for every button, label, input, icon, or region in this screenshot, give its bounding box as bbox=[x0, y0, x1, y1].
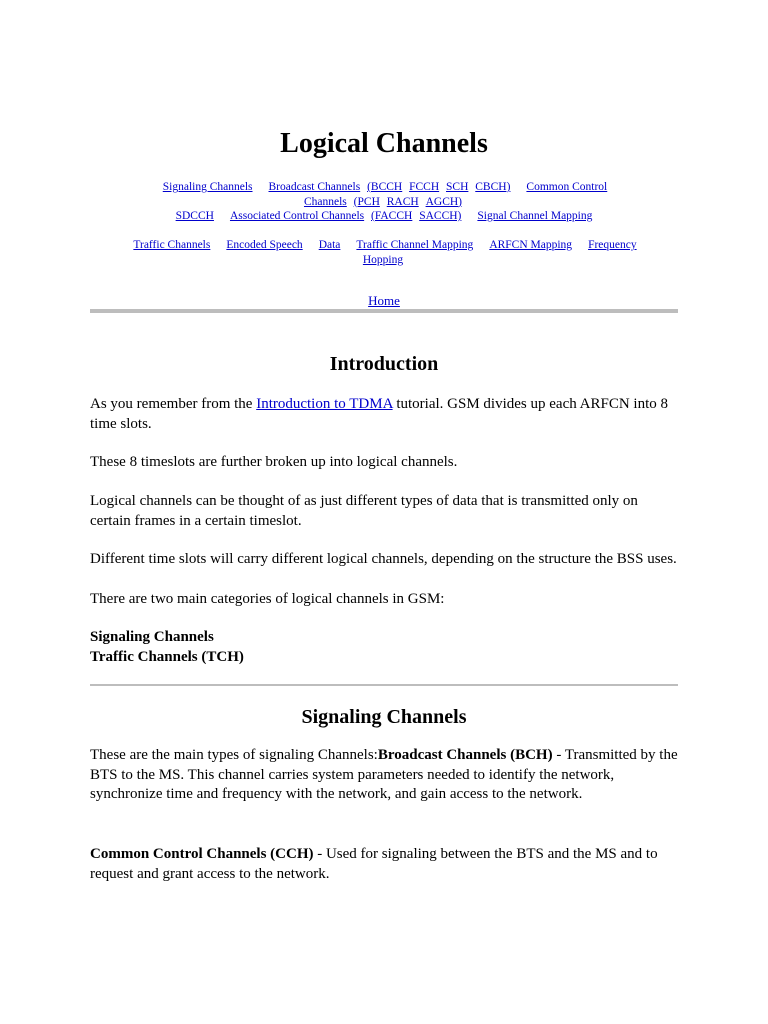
link-broadcast-channels[interactable]: Broadcast Channels bbox=[268, 181, 361, 193]
heading-signaling-channels: Signaling Channels bbox=[301, 706, 467, 728]
intro-p1-text-after: tutorial. GSM divides up each ARFCN into 8 time slots. bbox=[90, 396, 669, 432]
nav-traffic-links bbox=[90, 238, 678, 267]
signaling-p1-text-after: - Transmitted by the BTS to the MS. This channel carries system parameters needed to identify the network, synchronize time and frequency with the network, and gain access to the network. bbox=[90, 747, 678, 802]
link-sdcch[interactable]: SDCCH bbox=[175, 210, 214, 222]
link-frequency-hopping-part-2: Hopping bbox=[362, 253, 404, 266]
divider-top bbox=[90, 309, 678, 313]
signaling-paragraph-2 bbox=[90, 845, 678, 884]
intro-paragraph-5: There are two main categories of logical channels in GSM: bbox=[90, 591, 445, 607]
category-signaling-channels: Signaling Channels bbox=[90, 629, 214, 645]
signaling-paragraph-1 bbox=[90, 746, 678, 805]
link-pch[interactable]: (PCH bbox=[353, 195, 380, 208]
link-cbch[interactable]: CBCH) bbox=[475, 181, 511, 193]
intro-paragraph-1 bbox=[90, 395, 678, 434]
link-sacch[interactable]: SACCH) bbox=[419, 210, 462, 222]
heading-introduction: Introduction bbox=[329, 353, 439, 375]
signaling-p2-text-after: - Used for signaling between the BTS and the MS and to request and grant access to the network. bbox=[90, 846, 658, 882]
category-traffic-channels: Traffic Channels (TCH) bbox=[90, 649, 244, 665]
link-common-control-part-2: Channels bbox=[303, 195, 347, 208]
link-facch[interactable]: (FACCH bbox=[371, 210, 413, 222]
intro-paragraph-3: Logical channels can be thought of as just different types of data that is transmitted only on certain frames in a certain timeslot. bbox=[90, 493, 638, 529]
link-signal-channel-mapping[interactable]: Signal Channel Mapping bbox=[477, 210, 593, 222]
link-encoded-speech[interactable]: Encoded Speech bbox=[226, 239, 303, 251]
link-home[interactable]: Home bbox=[368, 293, 400, 308]
nav-signaling-links bbox=[90, 180, 678, 224]
link-agch[interactable]: AGCH) bbox=[425, 195, 462, 208]
link-traffic-channel-mapping[interactable]: Traffic Channel Mapping bbox=[356, 239, 474, 251]
intro-paragraph-2: These 8 timeslots are further broken up into logical channels. bbox=[90, 454, 458, 470]
page-title: Logical Channels bbox=[280, 128, 488, 159]
link-fcch[interactable]: FCCH bbox=[409, 181, 440, 193]
nav-home bbox=[90, 293, 678, 309]
link-introduction-to-tdma[interactable]: Introduction to TDMA bbox=[256, 396, 393, 412]
intro-p1-text-before: As you remember from the bbox=[90, 396, 257, 412]
link-traffic-channels[interactable]: Traffic Channels bbox=[133, 239, 211, 251]
divider-middle bbox=[90, 684, 678, 686]
signaling-p1-text-before: These are the main types of signaling Channels: bbox=[90, 747, 378, 763]
link-signaling-channels[interactable]: Signaling Channels bbox=[162, 181, 253, 193]
link-arfcn-mapping[interactable]: ARFCN Mapping bbox=[489, 239, 573, 251]
term-broadcast-channels: Broadcast Channels (BCH) bbox=[377, 747, 553, 763]
link-rach[interactable]: RACH bbox=[386, 195, 419, 208]
link-sch[interactable]: SCH bbox=[446, 181, 469, 193]
link-data[interactable]: Data bbox=[318, 239, 341, 251]
intro-paragraph-4: Different time slots will carry different logical channels, depending on the structure the BSS uses. bbox=[90, 551, 677, 567]
link-bcch[interactable]: (BCCH bbox=[367, 181, 403, 193]
link-common-control-part-1: Common Control bbox=[526, 181, 608, 193]
term-common-control-channels: Common Control Channels (CCH) bbox=[90, 846, 314, 862]
link-associated-control-channels[interactable]: Associated Control Channels bbox=[229, 210, 365, 222]
link-frequency-hopping-part-1: Frequency bbox=[588, 239, 637, 251]
